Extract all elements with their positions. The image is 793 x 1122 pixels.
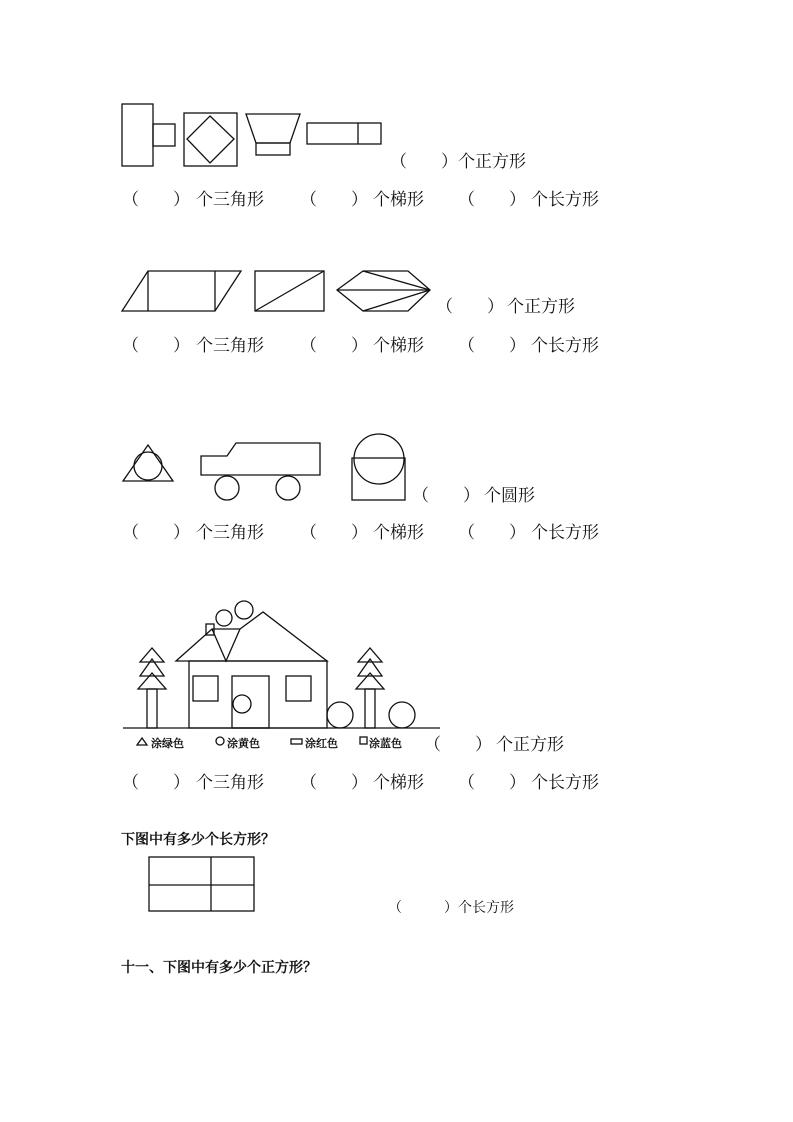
row3-circle-blank[interactable]: （ ） (412, 486, 480, 506)
legend-square-blue: 涂蓝色 (369, 737, 402, 750)
row3-rectangle-blank[interactable]: （ ） (458, 523, 526, 543)
row1-trapezoid-blank[interactable]: （ ） (300, 190, 368, 210)
question-11-squares: 十一、下图中有多少个正方形？ (121, 960, 317, 976)
row2-square-blank[interactable]: （ ） (436, 297, 504, 317)
row3-trapezoid-blank[interactable]: （ ） (300, 523, 368, 543)
row1-square-blank[interactable]: （ ） (390, 152, 458, 172)
legend-rectangle-red: 涂红色 (305, 737, 338, 750)
row2-triangle-label: 个三角形 (196, 336, 264, 356)
figure-2 (122, 271, 430, 311)
row3-triangle-blank[interactable]: （ ） (122, 523, 190, 543)
row3-circle-label: 个圆形 (484, 486, 535, 506)
row4-triangle-blank[interactable]: （ ） (122, 773, 190, 793)
row1-rectangle-blank[interactable]: （ ） (458, 190, 526, 210)
row1-rectangle-label: 个长方形 (531, 190, 599, 210)
row2-triangle-blank[interactable]: （ ） (122, 336, 190, 356)
figure-rectangles (149, 857, 254, 911)
row4-square-blank[interactable]: （ ） (424, 735, 492, 755)
row2-trapezoid-label: 个梯形 (373, 336, 424, 356)
legend-circle-yellow: 涂黄色 (227, 737, 260, 750)
row4-trapezoid-blank[interactable]: （ ） (300, 773, 368, 793)
question-rectangles: 下图中有多少个长方形？ (121, 832, 275, 848)
row4-triangle-label: 个三角形 (196, 773, 264, 793)
row3-trapezoid-label: 个梯形 (373, 523, 424, 543)
row2-trapezoid-blank[interactable]: （ ） (300, 336, 368, 356)
row2-square-label: 个正方形 (507, 297, 575, 317)
figure-3 (123, 434, 405, 500)
figure-1 (122, 104, 381, 166)
row4-trapezoid-label: 个梯形 (373, 773, 424, 793)
row2-rectangle-blank[interactable]: （ ） (458, 336, 526, 356)
row3-triangle-label: 个三角形 (196, 523, 264, 543)
question-rectangles-answer[interactable]: （ ）个长方形 (388, 900, 514, 916)
row1-triangle-blank[interactable]: （ ） (122, 190, 190, 210)
figure-4 (123, 601, 440, 745)
row1-triangle-label: 个三角形 (196, 190, 264, 210)
row4-square-label: 个正方形 (496, 735, 564, 755)
row3-rectangle-label: 个长方形 (531, 523, 599, 543)
row1-square-label: 个正方形 (458, 152, 526, 172)
row1-trapezoid-label: 个梯形 (373, 190, 424, 210)
legend-triangle-green: 涂绿色 (151, 737, 184, 750)
row4-rectangle-label: 个长方形 (531, 773, 599, 793)
row4-rectangle-blank[interactable]: （ ） (458, 773, 526, 793)
row2-rectangle-label: 个长方形 (531, 336, 599, 356)
